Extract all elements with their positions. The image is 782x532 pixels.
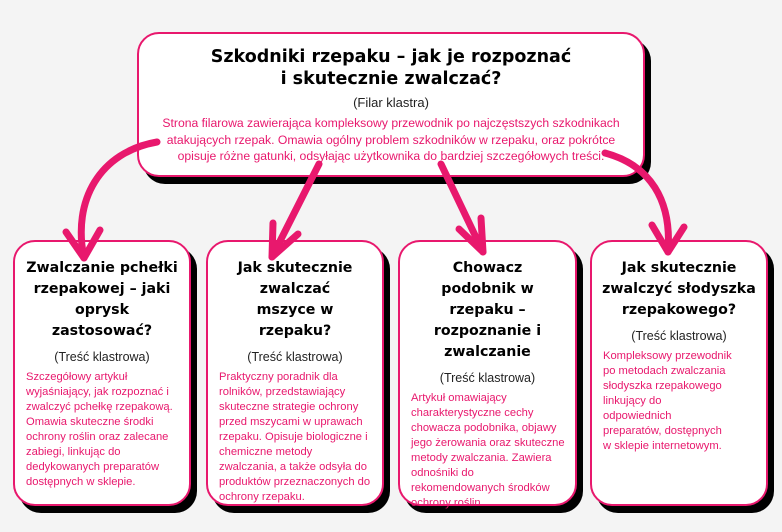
cluster-description: Praktyczny poradnik dla rolników, przedstawiający skuteczne strategie ochrony przed mszycami w uprawach rzepaku. Opisuje biologiczne i chemiczne metody zwalczania, a także odsyła do produktów przeznaczonych do ochrony rzepaku. — [219, 371, 371, 503]
cluster-description: Artykuł omawiający charakterystyczne cechy chowacza podobnika, objawy jego żerowania oraz skuteczne metody zwalczania. Zawiera odnośniki do rekomendowanych środków ochrony roślin. — [411, 392, 565, 509]
cluster-card-pollen-beetle — [590, 240, 768, 506]
cluster-subtitle: (Treść klastrowa) — [54, 350, 150, 364]
cluster-description: Szczegółowy artykuł wyjaśniający, jak rozpoznać i zwalczyć pchełkę rzepakową. Omawia skuteczne środki ochrony roślin oraz zalecane zabiegi, linkując do dedykowanych preparatów dostępnych w sklepie. — [26, 371, 173, 488]
cluster-subtitle: (Treść klastrowa) — [631, 329, 727, 343]
pillar-description: Strona filarowa zawierająca kompleksowy przewodnik po najczęstszych szkodnikach atakujących rzepak. Omawia ogólny problem szkodników w rzepaku, oraz pokrótce opisuje różne gatunki, odsyłając użytkownika do bardziej szczegółowych treści. — [162, 116, 620, 163]
cluster-subtitle: (Treść klastrowa) — [247, 350, 343, 364]
pillar-subtitle: (Filar klastra) — [353, 95, 429, 110]
pillar-page-box — [137, 32, 645, 177]
cluster-title: Chowacz podobnik w rzepaku – rozpoznanie i zwalczanie — [433, 260, 542, 360]
cluster-subtitle: (Treść klastrowa) — [439, 371, 536, 385]
cluster-description: Kompleksowy przewodnik po metodach zwalczania słodyszka rzepakowego linkujący do odpowiednich preparatów, dostępnych w sklepie internetowym. — [603, 350, 732, 452]
pillar-title-line-2: i skutecznie zwalczać? — [280, 69, 502, 89]
pillar-title-line-1: Szkodniki rzepaku – jak je rozpoznać — [210, 47, 572, 67]
pillar-title — [157, 46, 625, 90]
cluster-title: Jak skutecznie zwalczyć słodyszka rzepakowego? — [602, 260, 756, 318]
arrow-to-card-3-icon — [441, 164, 483, 252]
cluster-title: Zwalczanie pchełki rzepakowej – jaki oprysk zastosować? — [26, 260, 178, 339]
cluster-card-flea-beetle — [13, 240, 191, 506]
cluster-title: Jak skutecznie zwalczać mszyce w rzepaku? — [237, 260, 353, 339]
cluster-card-weevil — [398, 240, 577, 509]
cluster-card-aphids — [206, 240, 384, 506]
